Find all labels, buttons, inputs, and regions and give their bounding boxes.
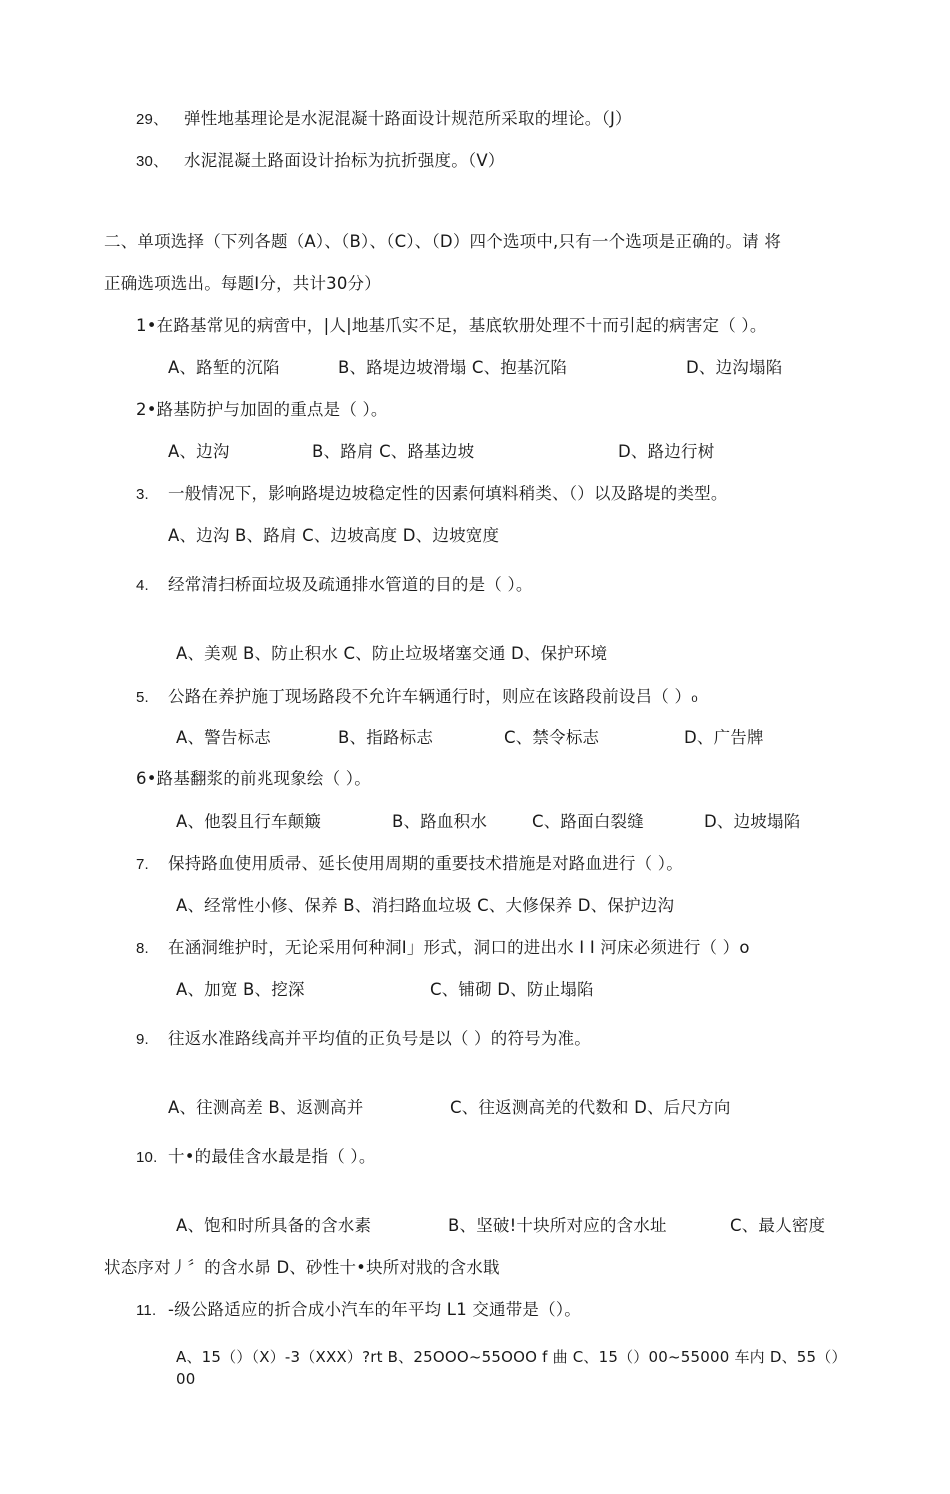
- q4: [136, 574, 533, 597]
- q2-opt-d: D、路边行树: [618, 442, 715, 461]
- q6-opt-d: D、边坡塌陷: [704, 812, 801, 831]
- q10-options-cont: 状态序对丿〞的含水昴 D、砂性十•块所对戕的含水戢: [104, 1258, 500, 1277]
- q11-options-cont: 00: [176, 1370, 196, 1388]
- q2-opt-a: A、边沟: [168, 442, 230, 461]
- q6: 6•路基翻浆的前兆现象绘（ ）。: [136, 769, 371, 788]
- q7-num: 7.: [136, 856, 149, 873]
- q11-num: 11.: [136, 1302, 157, 1319]
- q6-opt-b: B、路血积水: [392, 812, 488, 831]
- q29: [136, 108, 632, 131]
- q9-opt-cd: C、往返测高羌的代数和 D、后尺方向: [450, 1098, 731, 1117]
- q8-text: 在涵洞维护时，无论采用何种洞I」形式，洞口的进出水 I I 河床必须进行（ ）o: [168, 938, 750, 957]
- q30: [136, 150, 505, 173]
- q10-opt-b: B、坚破!十块所对应的含水址: [448, 1216, 667, 1235]
- q10-num: 10.: [136, 1149, 158, 1166]
- q10: [136, 1146, 376, 1169]
- q8-options: [176, 979, 594, 1001]
- q6-options: [176, 811, 800, 833]
- q1: 1•在路基常见的病啻中，|人|地基爪实不足，基底软册处理不十而引起的病害定（ ）。: [136, 316, 767, 335]
- q5-num: 5.: [136, 689, 149, 706]
- q5-text: 公路在养护施丁现场路段不允许车辆通行时，则应在该路段前设吕（ ）₀: [168, 687, 698, 706]
- q7-options: A、经常性小修、保养 B、消扫路血垃圾 C、大修保养 D、保护边沟: [176, 896, 675, 915]
- q5-opt-a: A、警告标志: [176, 728, 271, 747]
- q8-num: 8.: [136, 940, 149, 957]
- q3: [136, 483, 728, 506]
- q5-opt-c: C、禁令标志: [504, 728, 600, 747]
- q11-options: A、15（）（X）-3（XXX）?rt B、25OOO~55OOO f 曲 C、15（）00~55000 车内 D、55（）: [176, 1348, 847, 1366]
- q11-text: -级公路适应的折合成小汽车的年平均 L1 交通带是（）。: [168, 1300, 581, 1319]
- q5: [136, 686, 698, 709]
- q30-num: 30、: [136, 153, 169, 170]
- q1-opt-a: A、路堑的沉陷: [168, 358, 280, 377]
- q1-opt-bc: B、路堤边坡滑塌 C、抱基沉陷: [338, 358, 568, 377]
- q9-num: 9.: [136, 1031, 149, 1048]
- q8: [136, 937, 750, 960]
- q11: [136, 1299, 581, 1322]
- q5-options: [176, 727, 764, 749]
- q2-opt-bc: B、路肩 C、路基边坡: [312, 442, 475, 461]
- q5-opt-b: B、指路标志: [338, 728, 434, 747]
- q10-options: [176, 1215, 825, 1237]
- q2: 2•路基防护与加固的重点是（ ）。: [136, 400, 388, 419]
- q30-text: 水泥混凝土路面设计抬标为抗折强度。（V）: [184, 151, 505, 170]
- q4-options: A、美观 B、防止积水 C、防止垃圾堵塞交通 D、保护环境: [176, 644, 608, 663]
- q1-options: [168, 357, 782, 379]
- q7: [136, 853, 683, 876]
- q29-text: 弹性地基理论是水泥混凝十路面设计规范所采取的埋论。（J）: [184, 109, 632, 128]
- q3-options: A、边沟 B、路肩 C、边坡高度 D、边坡宽度: [168, 526, 500, 545]
- q1-opt-d: D、边沟塌陷: [686, 358, 783, 377]
- q10-text: 十•的最佳含水最是指（ ）。: [168, 1147, 376, 1166]
- section-heading: 二、单项选择（下列各题（A）、（B）、（C）、（D）四个选项中,只有一个选项是正确的。请 将: [104, 232, 782, 251]
- q29-num: 29、: [136, 111, 169, 128]
- q9-text: 往返水准路线高并平均值的正负号是以（ ）的符号为准。: [168, 1029, 591, 1048]
- q10-opt-c: C、最人密度: [730, 1216, 826, 1235]
- q7-text: 保持路血使用质帚、延长使用周期的重要技术措施是对路血进行（ ）。: [168, 854, 683, 873]
- q3-num: 3.: [136, 486, 149, 503]
- q9-opt-ab: A、往测高差 B、返测高并: [168, 1098, 364, 1117]
- section-heading-cont: 正确选项选出。每题I分，共计30分）: [104, 274, 381, 293]
- q5-opt-d: D、广告牌: [684, 728, 764, 747]
- q4-text: 经常清扫桥面垃圾及疏通排水管道的目的是（ ）。: [168, 575, 533, 594]
- q8-opt-cd: C、铺砌 D、防止塌陷: [430, 980, 594, 999]
- q9: [136, 1028, 591, 1051]
- q4-num: 4.: [136, 577, 149, 594]
- q2-options: [168, 441, 714, 463]
- q6-opt-c: C、路面白裂缝: [532, 812, 644, 831]
- q3-text: 一般情况下，影响路堤边坡稳定性的因素何填料稍类、（）以及路堤的类型。: [168, 484, 728, 503]
- q6-opt-a: A、他裂且行车颠簸: [176, 812, 322, 831]
- q9-options: [168, 1097, 731, 1119]
- q10-opt-a: A、饱和时所具备的含水素: [176, 1216, 372, 1235]
- q8-opt-ab: A、加宽 B、挖深: [176, 980, 305, 999]
